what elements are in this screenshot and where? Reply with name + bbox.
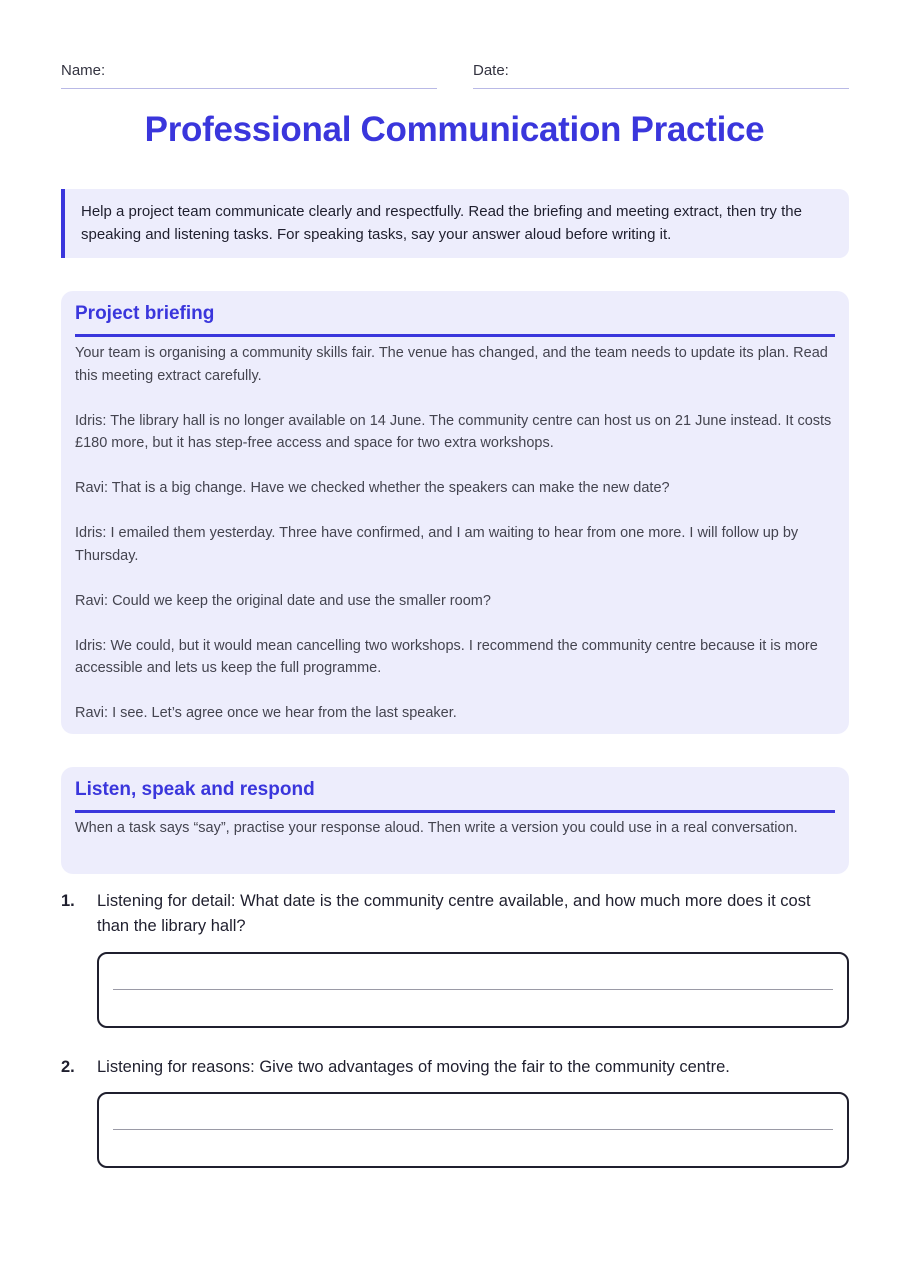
date-label: Date:	[473, 62, 509, 79]
briefing-paragraph: Ravi: That is a big change. Have we checked whether the speakers can make the new date?	[75, 480, 670, 496]
briefing-paragraph: Idris: The library hall is no longer available on 14 June. The community centre can host us on 21 June instead. It costs £180 more, but it has step-free access and space for two extra workshops.	[75, 412, 832, 451]
briefing-paragraph: Your team is organising a community skills fair. The venue has changed, and the team needs to update its plan. Read this meeting extract carefully.	[75, 345, 828, 384]
briefing-paragraph: Idris: We could, but it would mean cancelling two workshops. I recommend the community centre because it is more accessible and lets us keep the full programme.	[75, 637, 818, 676]
date-field[interactable]	[473, 60, 849, 89]
respond-instructions: When a task says “say”, practise your response aloud. Then write a version you could use in a real conversation.	[75, 820, 798, 836]
name-field[interactable]	[61, 60, 437, 89]
answer-box-1[interactable]	[97, 952, 849, 1028]
intro-callout: Help a project team communicate clearly and respectfully. Read the briefing and meeting extract, then try the speaking and listening tasks. For speaking tasks, say your answer aloud before writing it.	[61, 189, 849, 258]
question-text: Listening for detail: What date is the community centre available, and how much more does it cost than the library hall?	[97, 892, 811, 935]
briefing-paragraph: Idris: I emailed them yesterday. Three have confirmed, and I am waiting to hear from one more. I will follow up by Thursday.	[75, 525, 799, 564]
answer-box-2[interactable]	[97, 1092, 849, 1168]
briefing-body	[75, 342, 835, 725]
question-text: Listening for reasons: Give two advantages of moving the fair to the community centre.	[97, 1058, 730, 1076]
answer-line	[113, 1129, 833, 1130]
header-fields	[61, 60, 849, 88]
question-number: 1.	[61, 892, 75, 910]
briefing-heading: Project briefing	[75, 301, 835, 337]
briefing-paragraph: Ravi: Could we keep the original date and use the smaller room?	[75, 592, 491, 609]
name-label: Name:	[61, 62, 106, 79]
question-number: 2.	[61, 1058, 75, 1076]
briefing-paragraph: Ravi: I see. Let’s agree once we hear from the last speaker.	[75, 705, 457, 721]
answer-line	[113, 989, 833, 990]
respond-heading: Listen, speak and respond	[75, 777, 835, 813]
page-title: Professional Communication Practice	[144, 110, 765, 149]
listen-speak-respond-panel	[61, 767, 849, 874]
project-briefing-panel	[61, 291, 849, 734]
